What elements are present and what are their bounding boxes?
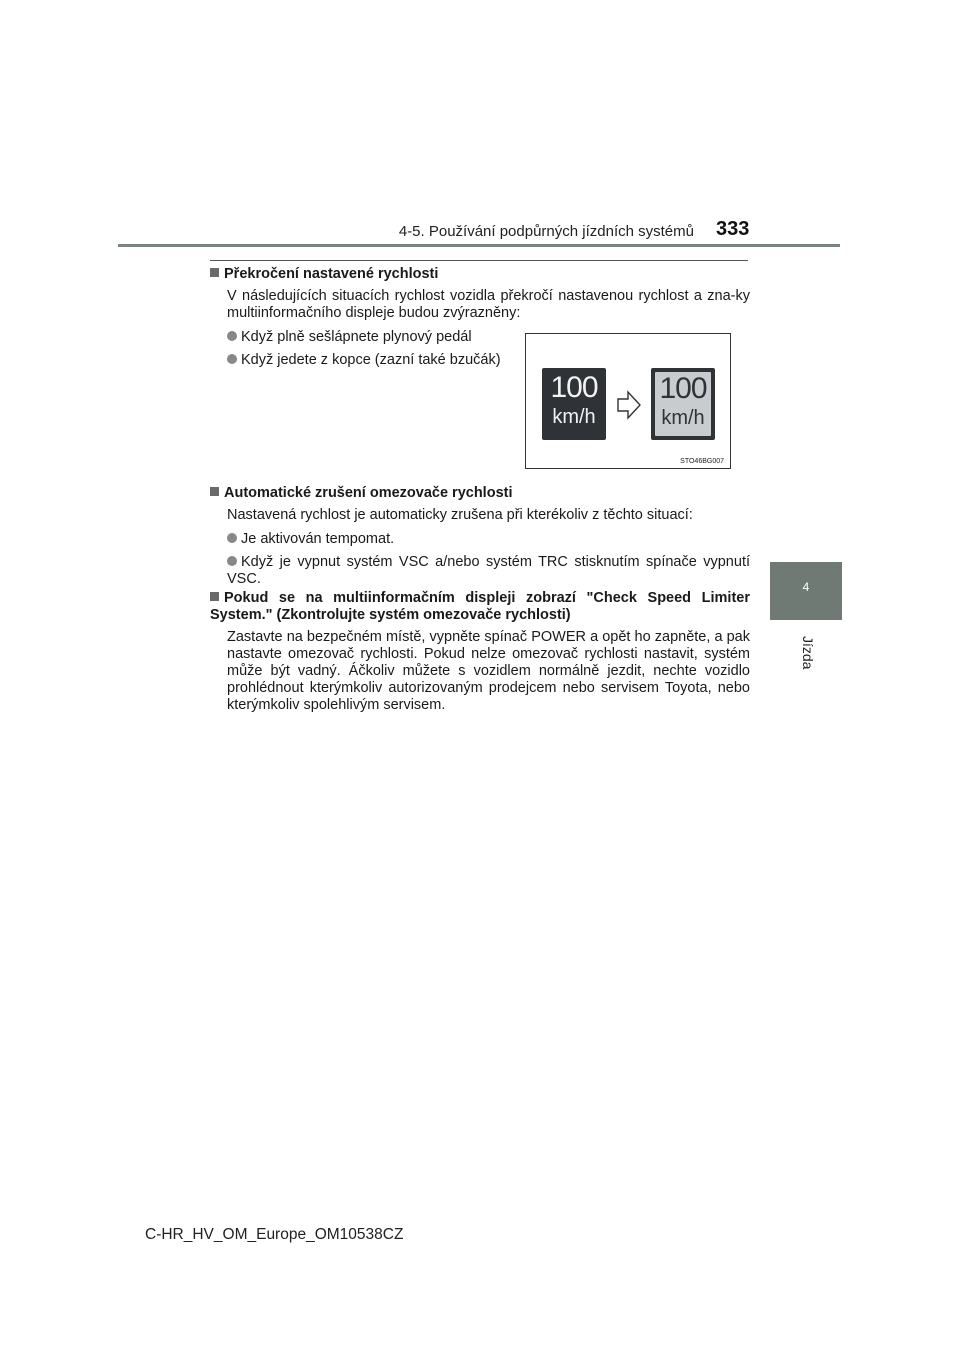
speed-unit: km/h [661, 407, 705, 429]
document-id: C-HR_HV_OM_Europe_OM10538CZ [145, 1226, 404, 1243]
speed-sign-normal [542, 368, 606, 440]
list-item [210, 329, 517, 346]
chapter-tab [770, 562, 842, 620]
square-bullet-icon [210, 592, 219, 601]
section-check-speed-limiter [210, 590, 750, 714]
square-bullet-icon [210, 268, 219, 277]
chapter-label-text: Jízda [800, 636, 816, 670]
section-heading-text: Pokud se na multiinformačním displeji zobrazí "Check Speed Limiter System." (Zkontrolujte systém omezovače rychlosti) [210, 590, 750, 623]
chapter-label [800, 636, 818, 676]
section-rule [210, 260, 748, 261]
section-heading [210, 485, 750, 502]
section-heading-text: Překročení nastavené rychlosti [224, 266, 439, 282]
section-paragraph: Zastavte na bezpečném místě, vypněte spínač POWER a opět ho zapněte, a pak nastavte omezovač rychlosti. Pokud nelze omezovač rychlosti nastavit, systém může být vadný. Áčkoliv můžete s vozidlem normálně jezdit, nechte vozidlo prohlédnout kterýmkoliv autorizovaným prodejcem nebo servisem Toyota, nebo kterýmkoliv spolehlivým servisem. [227, 629, 750, 713]
section-heading [210, 590, 750, 624]
circle-bullet-icon [227, 354, 237, 364]
list-item [210, 554, 750, 588]
section-paragraph: V následujících situacích rychlost vozidla překročí nastavenou rychlost a zna-ky multiinformačního displeje budou zvýrazněny: [227, 288, 750, 321]
page-number: 333 [716, 218, 750, 240]
chapter-number: 4 [802, 580, 810, 594]
running-header: 4-5. Používání podpůrných jízdních systémů [398, 223, 694, 240]
circle-bullet-icon [227, 533, 237, 543]
figure-code: STO46BG007 [680, 458, 724, 465]
speed-value: 100 [659, 372, 707, 405]
speed-unit: km/h [552, 406, 596, 428]
arrow-right-icon [616, 389, 642, 421]
circle-bullet-icon [227, 556, 237, 566]
speed-sign-highlighted [651, 368, 715, 440]
list-item-text: Když je vypnut systém VSC a/nebo systém TRC stisknutím spínače vypnutí VSC. [227, 554, 750, 587]
header-rule [118, 244, 840, 247]
speed-display-figure [525, 333, 731, 469]
section-heading-text: Automatické zrušení omezovače rychlosti [224, 485, 513, 501]
circle-bullet-icon [227, 331, 237, 341]
speed-sign-highlight-panel [655, 372, 711, 436]
list-item-text: Když jedete z kopce (zazní také bzučák) [241, 352, 501, 368]
square-bullet-icon [210, 487, 219, 496]
list-item [210, 531, 750, 548]
speed-value: 100 [550, 371, 598, 404]
list-item-text: Je aktivován tempomat. [241, 531, 395, 547]
section-heading [210, 266, 750, 283]
list-item [210, 352, 537, 369]
section-automatic-cancel [210, 485, 750, 588]
list-item-text: Když plně sešlápnete plynový pedál [241, 329, 472, 345]
section-paragraph: Nastavená rychlost je automaticky zrušena při kterékoliv z těchto situací: [227, 507, 693, 523]
